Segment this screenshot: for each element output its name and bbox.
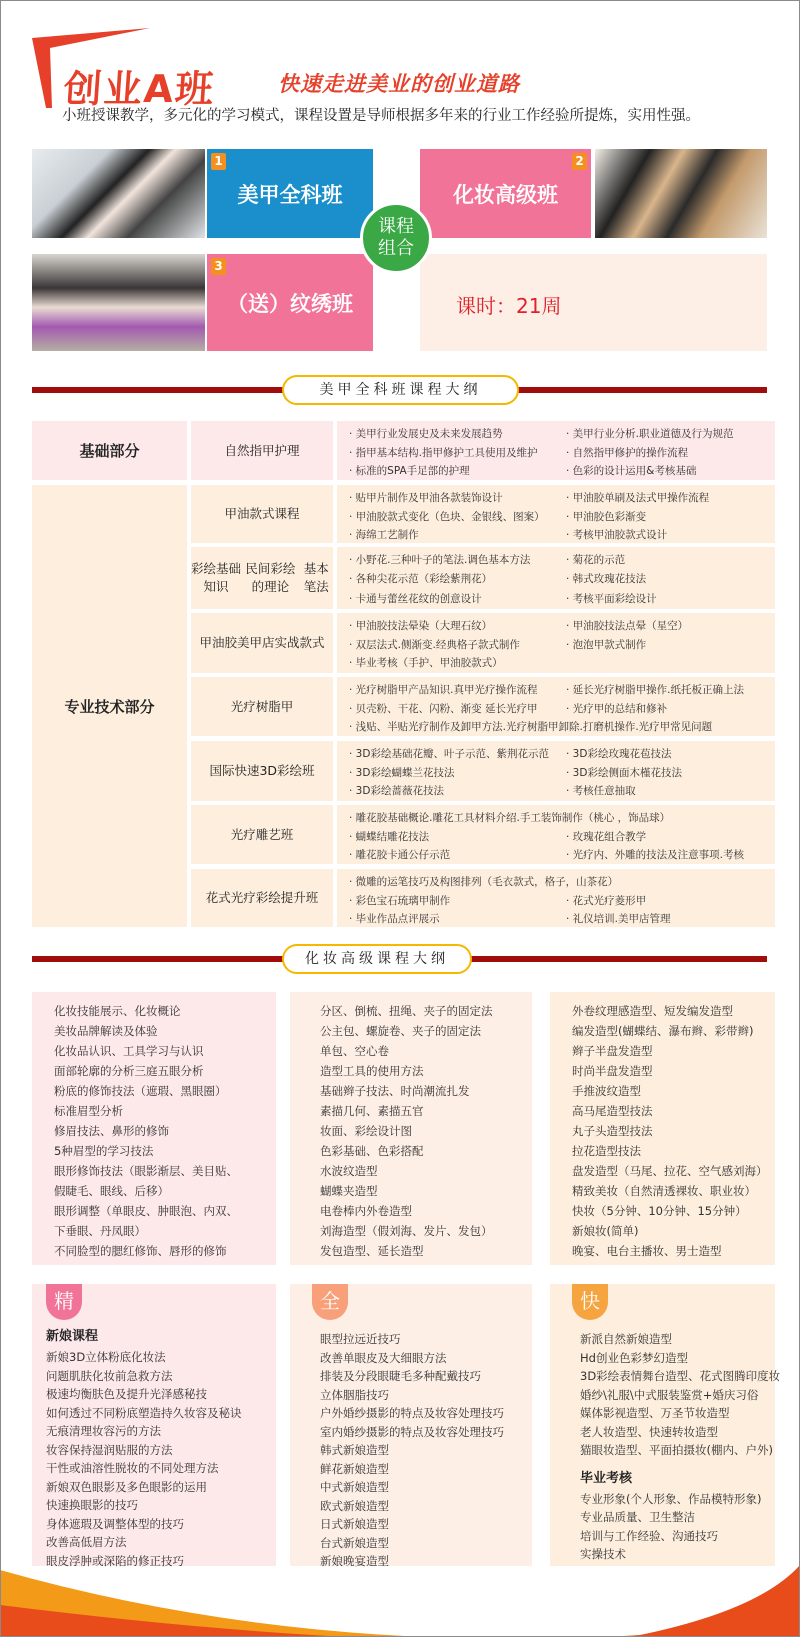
course-item: · 毕业考核（手护、甲油胶款式） — [349, 657, 503, 670]
course-item: · 3D彩绘基础花瓣、叶子示范、紫荆花示范 — [349, 748, 549, 760]
box-item: 排装及分段眼睫毛多种配戴技巧 — [320, 1369, 481, 1383]
makeup-item: 电卷棒内外卷造型 — [320, 1204, 412, 1218]
course-name-line: 甲油款式课程 — [224, 506, 300, 521]
makeup-item: 高马尾造型技法 — [572, 1104, 653, 1118]
course-name-line: 民间彩绘的理论 — [245, 561, 296, 594]
course-name-line: 花式光疗彩绘提升班 — [205, 890, 319, 905]
box-item: 室内婚纱摄影的特点及妆容处理技巧 — [320, 1424, 504, 1439]
makeup-item: 刘海造型（假刘海、发片、发包） — [320, 1224, 493, 1238]
course-name-line: 甲油胶美甲店 — [199, 635, 275, 650]
makeup-item: 精致美妆（自然清透裸妆、职业妆） — [572, 1184, 756, 1198]
course-item: · 3D彩绘蔷薇花技法 — [349, 785, 444, 798]
makeup-item: 眼形修饰技法（眼影渐层、美目贴、 — [54, 1164, 238, 1178]
course-item: · 蝴蝶结雕花技法 — [349, 830, 430, 843]
course-item: · 光疗内、外雕的技法及注意事项.考核 — [566, 849, 745, 861]
course-hours: 课时：21周 — [456, 294, 562, 318]
category-basic: 基础部分 — [32, 421, 187, 480]
course-item: · 微雕的运笔技巧及构图排列（毛衣款式，格子，山茶花） — [349, 876, 619, 888]
course-item: · 甲油胶色彩渐变 — [566, 510, 647, 523]
box-item: 日式新娘造型 — [320, 1517, 389, 1531]
course-item: · 3D彩绘蝴蝶兰花技法 — [349, 766, 455, 779]
box-item: 身体遮瑕及调整体型的技巧 — [46, 1516, 184, 1531]
makeup-item: 辫子半盘发造型 — [572, 1044, 653, 1058]
course-card-makeup — [420, 149, 591, 238]
course-item: · 毕业作品点评展示 — [349, 913, 440, 925]
page-title: 创业A班 — [62, 67, 217, 111]
course-name — [191, 421, 333, 480]
box-item: 眼型拉远近技巧 — [320, 1332, 401, 1346]
course-name-line: 国际快速3D彩绘班 — [209, 763, 315, 778]
makeup-item: 美妆品牌解读及体验 — [54, 1024, 158, 1038]
course-name-line: 基本笔法 — [303, 561, 329, 594]
box-item: 专业品质量、卫生整洁 — [580, 1510, 695, 1524]
box-item: 干性或油溶性脱妆的不同处理方法 — [46, 1461, 219, 1475]
course-item: · 韩式玫瑰花技法 — [566, 573, 647, 586]
slogan: 快速走进美业的创业道路 — [278, 72, 520, 96]
box-item: 新派自然新娘造型 — [580, 1332, 672, 1346]
course-item: · 海绵工艺制作 — [349, 529, 419, 541]
box-item: 快速换眼影的技巧 — [46, 1498, 138, 1512]
makeup-item: 粉底的修饰技法（遮瑕、黑眼圈） — [54, 1084, 227, 1098]
box-heading: 毕业考核 — [580, 1470, 633, 1486]
makeup-item: 发包造型、延长造型 — [320, 1244, 424, 1258]
course-item: · 3D彩绘侧面木槿花技法 — [566, 766, 682, 779]
course-item: · 贝壳粉、干花、闪粉、渐变 延长光疗甲 — [349, 702, 538, 715]
makeup-item: 化妆技能展示、化妆概论 — [54, 1004, 181, 1018]
box-item: 鲜花新娘造型 — [320, 1461, 389, 1476]
box-item: Hd创业色彩梦幻造型 — [580, 1350, 688, 1365]
course-items — [337, 741, 775, 801]
course-item: · 各种尖花示范（彩绘紫荆花） — [349, 573, 493, 586]
course-items — [337, 869, 775, 927]
course-item: · 标准的SPA手足部的护理 — [349, 465, 470, 477]
course-item: · 考核甲油胶款式设计 — [566, 529, 668, 541]
box-item: 媒体影视造型、万圣节妆造型 — [580, 1406, 730, 1420]
box-item: 新娘晚宴造型 — [320, 1554, 389, 1568]
box-item: 问题肌肤化妆前急救方法 — [46, 1368, 173, 1383]
makeup-item: 快妆（5分钟、10分钟、15分钟） — [572, 1204, 747, 1218]
makeup-item: 时尚半盘发造型 — [572, 1064, 653, 1078]
intro-text: 小班授课教学，多元化的学习模式，课程设置是导师根据多年来的行业工作经验所提炼，实用性强。 — [62, 108, 700, 124]
makeup-item: 妆面、彩绘设计图 — [320, 1124, 412, 1138]
box-item: 老人妆造型、快速转妆造型 — [580, 1424, 718, 1439]
course-name — [191, 613, 333, 673]
makeup-item: 化妆品认识、工具学习与认识 — [54, 1044, 204, 1058]
makeup-item: 5种眉型的学习技法 — [54, 1144, 154, 1158]
course-item: · 色彩的设计运用&考核基础 — [566, 465, 697, 477]
box-item: 立体胭脂技巧 — [320, 1387, 389, 1402]
photo-nail-class — [32, 149, 205, 238]
box-item: 户外婚纱摄影的特点及妆容处理技巧 — [320, 1406, 504, 1420]
box-item: 眼皮浮肿或深陷的修正技巧 — [46, 1553, 184, 1568]
photo-group — [32, 254, 205, 351]
makeup-box-jing — [32, 1284, 276, 1566]
makeup-item: 色彩基础、色彩搭配 — [320, 1144, 424, 1158]
course-item: · 浅贴、半贴光疗制作及卸甲方法.光疗树脂甲卸除.打磨机操作.光疗甲常见问题 — [349, 721, 713, 733]
makeup-item: 眼形调整（单眼皮、肿眼泡、内双、 — [54, 1204, 238, 1218]
course-name — [191, 741, 333, 801]
course-item: · 甲油胶技法晕染（大理石纹） — [349, 620, 493, 632]
makeup-item: 外卷纹理感造型、短发编发造型 — [572, 1004, 733, 1018]
course-item: · 考核任意抽取 — [566, 785, 636, 798]
makeup-item: 水波纹造型 — [320, 1164, 378, 1178]
makeup-column — [290, 992, 532, 1265]
course-item: · 延长光疗树脂甲操作.纸托板正确上法 — [566, 684, 745, 696]
box-item: 新娘双色眼影及多色眼影的运用 — [46, 1479, 207, 1494]
table-row — [191, 677, 775, 736]
makeup-item: 晚宴、电台主播妆、男士造型 — [572, 1244, 722, 1258]
box-item: 猫眼妆造型、平面拍摄妆(棚内、户外) — [580, 1443, 773, 1457]
makeup-item: 造型工具的使用方法 — [320, 1064, 424, 1078]
course-number: 3 — [211, 258, 226, 275]
badge-icon: 精 — [46, 1284, 82, 1320]
badge-icon: 全 — [312, 1284, 348, 1320]
table-row — [191, 869, 775, 927]
course-items — [337, 485, 775, 543]
makeup-item: 不同脸型的腮红修饰、唇形的修饰 — [54, 1244, 227, 1258]
makeup-item: 素描几何、素描五官 — [320, 1104, 424, 1118]
table-row — [191, 547, 775, 609]
combo-circle — [360, 202, 432, 274]
box-item: 韩式新娘造型 — [320, 1443, 389, 1457]
makeup-item: 丸子头造型技法 — [572, 1124, 653, 1138]
course-label: （送）纹绣班 — [227, 291, 353, 316]
course-item: · 卡通与蕾丝花纹的创意设计 — [349, 592, 482, 605]
course-item: · 甲油胶款式变化（色块、金银线、图案） — [349, 510, 545, 523]
box-item: 婚纱\礼服\中式服装鉴赏+婚庆习俗 — [580, 1387, 759, 1402]
circle-line: 组合 — [378, 238, 414, 259]
makeup-column — [32, 992, 276, 1265]
course-items — [337, 805, 775, 864]
makeup-column — [550, 992, 775, 1265]
makeup-item: 手推波纹造型 — [572, 1084, 641, 1098]
makeup-item: 单包、空心卷 — [320, 1044, 389, 1058]
box-item: 无痕清理妆容污的方法 — [46, 1424, 161, 1438]
course-name-line: 光疗树脂甲 — [230, 698, 294, 714]
course-items — [337, 677, 775, 736]
course-name — [191, 805, 333, 864]
course-item: · 雕花胶卡通公仔示范 — [349, 849, 451, 861]
course-name-line: 实战款式 — [274, 635, 325, 650]
makeup-item: 新娘妆(简单) — [572, 1224, 639, 1238]
course-item: · 甲油胶技法点晕（星空） — [566, 620, 689, 632]
box-item: 欧式新娘造型 — [320, 1498, 389, 1513]
course-items — [337, 613, 775, 673]
course-item: · 彩色宝石琉璃甲制作 — [349, 894, 451, 907]
makeup-item: 编发造型(蝴蝶结、瀑布辫、彩带辫) — [572, 1024, 754, 1038]
makeup-box-quan — [290, 1284, 532, 1566]
box-item: 改善单眼皮及大细眼方法 — [320, 1350, 447, 1365]
box-item: 台式新娘造型 — [320, 1535, 389, 1550]
makeup-item: 假睫毛、眼线、后移） — [54, 1184, 169, 1198]
course-name — [191, 869, 333, 927]
course-name-line: 自然指甲护理 — [224, 442, 300, 458]
course-item: · 贴甲片制作及甲油各款装饰设计 — [349, 492, 503, 504]
course-name-line: 彩绘基础知识 — [191, 561, 242, 594]
course-item: · 3D彩绘玫瑰花苞技法 — [566, 748, 672, 760]
course-name — [191, 677, 333, 736]
bottom-wave-decoration — [0, 1555, 800, 1637]
box-item: 改善高低眉方法 — [46, 1535, 127, 1549]
course-card-nail — [207, 149, 373, 238]
course-item: · 甲油胶单刷及法式甲操作流程 — [566, 492, 710, 504]
course-item: · 菊花的示范 — [566, 554, 626, 566]
course-name — [191, 485, 333, 543]
photo-makeup-class — [595, 149, 767, 238]
table-row — [191, 421, 775, 480]
course-item: · 光疗树脂甲产品知识.真甲光疗操作流程 — [349, 684, 538, 696]
course-name-line: 光疗雕艺班 — [230, 826, 294, 842]
section-title-nail: 美甲全科班课程大纲 — [282, 375, 519, 405]
section-title-makeup: 化妆高级课程大纲 — [282, 944, 472, 974]
course-item: · 美甲行业分析.职业道德及行为规范 — [566, 428, 734, 440]
box-item: 中式新娘造型 — [320, 1480, 389, 1494]
badge-icon: 快 — [572, 1284, 608, 1320]
box-item: 培训与工作经验、沟通技巧 — [580, 1528, 718, 1543]
category-professional: 专业技术部分 — [32, 485, 187, 927]
table-row — [191, 741, 775, 801]
box-item: 如何透过不同粉底塑造持久妆容及秘诀 — [46, 1405, 242, 1420]
makeup-item: 面部轮廓的分析三庭五眼分析 — [54, 1064, 204, 1078]
box-item: 新娘3D立体粉底化妆法 — [46, 1350, 166, 1364]
box-item: 实操技术 — [580, 1547, 626, 1561]
box-item: 专业形象(个人形象、作品模特形象) — [580, 1491, 762, 1506]
course-number: 2 — [572, 153, 587, 170]
makeup-item: 公主包、螺旋卷、夹子的固定法 — [320, 1024, 481, 1038]
makeup-item: 蝴蝶夹造型 — [320, 1184, 378, 1198]
course-label: 美甲全科班 — [237, 182, 343, 207]
course-item: · 雕花胶基础概论.雕花工具材料介绍.手工装饰制作（桃心 ，饰品球） — [349, 812, 671, 824]
makeup-item: 修眉技法、鼻形的修饰 — [54, 1124, 169, 1138]
course-item: · 自然指甲修护的操作流程 — [566, 446, 689, 459]
course-item: · 双层法式.侧渐变.经典格子款式制作 — [349, 638, 520, 651]
course-item: · 考核平面彩绘设计 — [566, 592, 657, 605]
course-item: · 花式光疗菱形甲 — [566, 894, 647, 907]
course-item: · 指甲基本结构.指甲修护工具使用及维护 — [349, 446, 538, 459]
makeup-item: 基础辫子技法、时尚潮流扎发 — [320, 1084, 470, 1098]
makeup-item: 标准眉型分析 — [54, 1104, 123, 1118]
course-item: · 玫瑰花组合教学 — [566, 830, 647, 843]
course-item: · 泡泡甲款式制作 — [566, 638, 647, 651]
course-number: 1 — [211, 153, 226, 170]
table-row — [191, 805, 775, 864]
course-item: · 小野花.三种叶子的笔法.调色基本方法 — [349, 554, 531, 566]
circle-line: 课程 — [378, 216, 414, 237]
makeup-item: 下垂眼、丹凤眼） — [54, 1224, 146, 1238]
table-row — [191, 485, 775, 543]
makeup-box-kuai — [550, 1284, 781, 1566]
makeup-item: 分区、倒梳、扭绳、夹子的固定法 — [320, 1004, 493, 1018]
course-card-embroidery — [207, 254, 373, 351]
course-items — [337, 421, 775, 480]
course-name — [191, 547, 333, 609]
box-item: 极速均衡肤色及提升光泽感秘技 — [46, 1387, 207, 1401]
course-item: · 光疗甲的总结和修补 — [566, 702, 668, 715]
course-item: · 美甲行业发展史及未来发展趋势 — [349, 428, 503, 440]
box-item: 妆容保持湿润贴服的方法 — [46, 1442, 173, 1457]
course-hours-panel — [420, 254, 767, 351]
box-heading: 新娘课程 — [46, 1329, 99, 1344]
table-row — [191, 613, 775, 673]
box-item: 3D彩绘表情舞台造型、花式图腾印度妆 — [580, 1369, 781, 1383]
makeup-item: 拉花造型技法 — [572, 1144, 641, 1158]
course-label: 化妆高级班 — [453, 182, 558, 207]
course-items — [337, 547, 775, 609]
course-item: · 礼仪培训.美甲店管理 — [566, 913, 671, 925]
makeup-item: 盘发造型（马尾、拉花、空气感刘海） — [572, 1164, 768, 1178]
